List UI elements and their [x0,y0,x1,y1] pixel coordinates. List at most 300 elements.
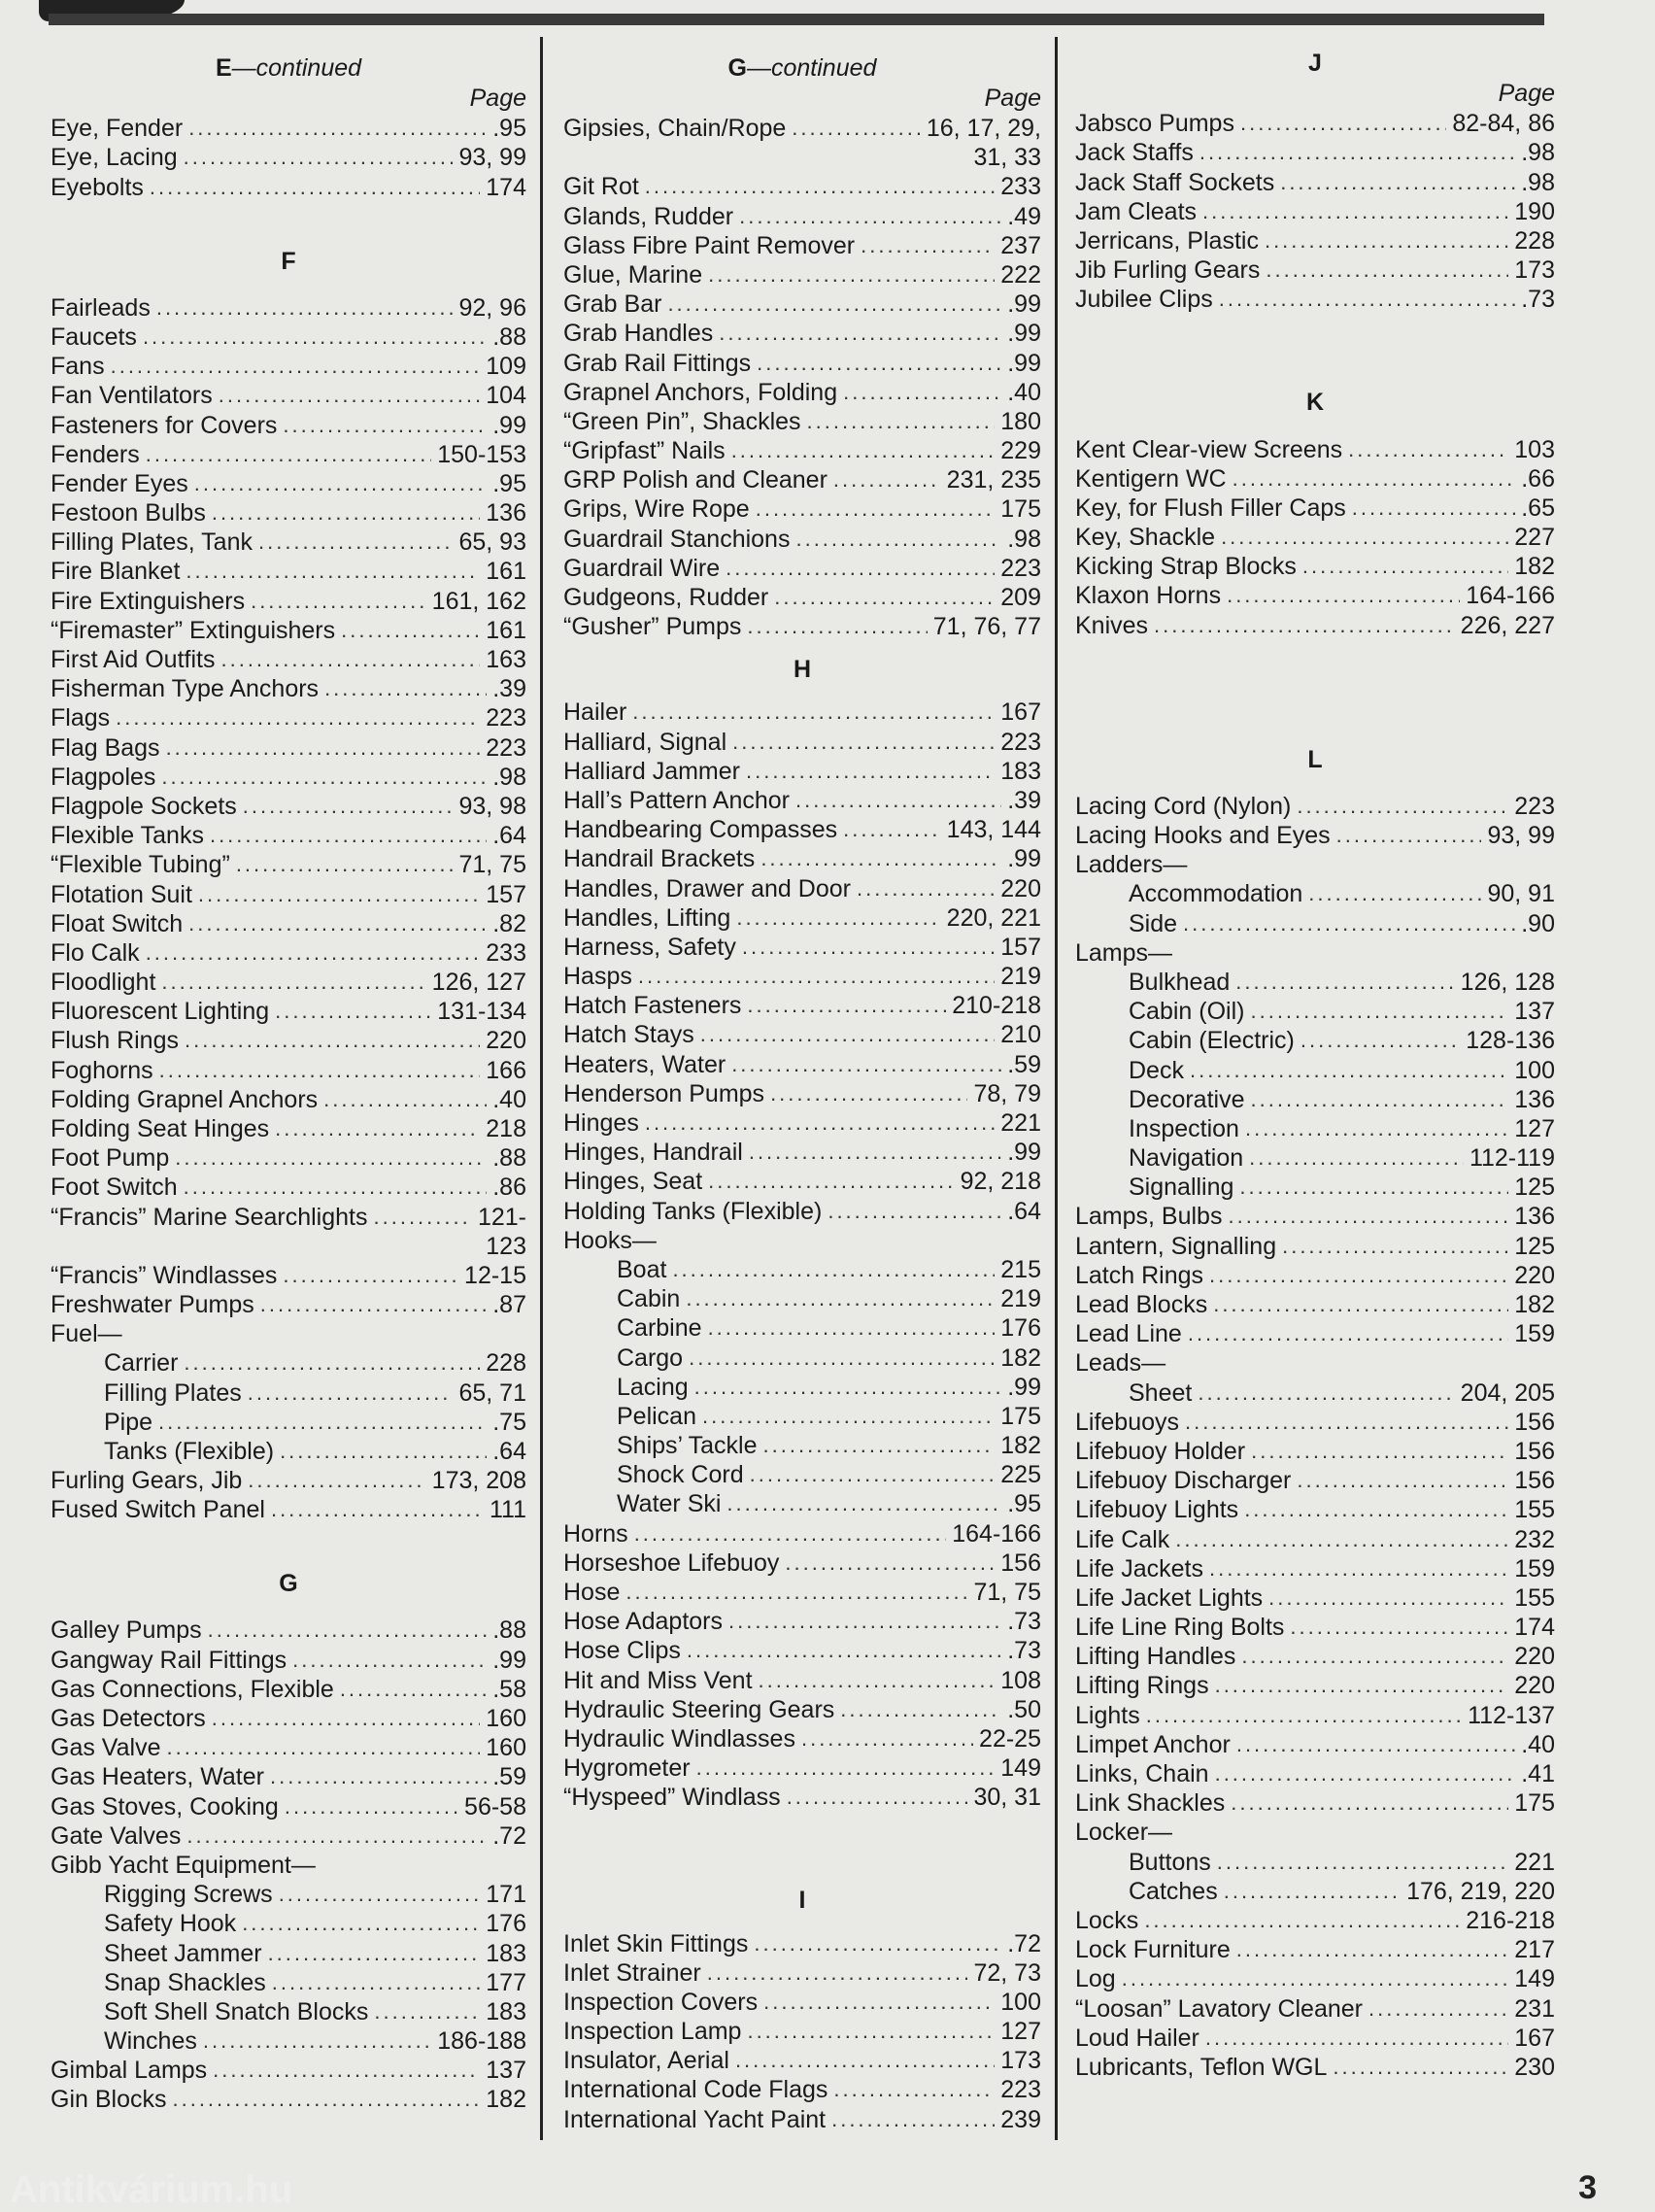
entry-label: Inspection Covers [563,1988,759,2016]
leader-dots [700,1020,996,1049]
entry-label: Cabin (Electric) [1129,1027,1295,1055]
index-entry [563,1460,1041,1489]
index-entry [51,2056,526,2085]
page-column-label: Page [984,85,1041,112]
entry-page: 183 [486,1939,526,1967]
section-heading-f: F [281,247,296,275]
index-entry [51,498,526,527]
entry-label: Winches [104,2027,197,2056]
entry-page: 220 [1514,1261,1555,1289]
index-entry [51,1997,526,2026]
index-entry [563,1079,1041,1108]
entry-label: Furling Gears, Jib [51,1467,243,1495]
entry-page: 150-153 [437,440,526,468]
index-entry [51,732,526,762]
leader-dots [708,260,995,289]
index-entry [1075,1261,1555,1290]
leader-dots [749,1138,1001,1167]
entry-label: Lamps, Bulbs [1075,1203,1223,1231]
entry-label: Flagpoles [51,763,156,791]
index-entry [563,1313,1041,1343]
entry-page: 220, 221 [946,903,1041,932]
index-entry [563,407,1041,436]
entry-page: 164-166 [1466,582,1555,610]
index-entry [563,786,1041,815]
entry-label: Inlet Strainer [563,1958,701,1987]
leader-dots [667,289,1001,319]
index-entry [1075,1173,1555,1202]
leader-dots [184,1348,480,1378]
entry-page: 167 [1514,2024,1555,2052]
leader-dots [645,172,995,201]
entry-label: Shock Cord [617,1461,744,1489]
leader-dots [1236,1935,1508,1964]
entry-label: Rigging Screws [104,1881,273,1909]
leader-dots [271,1495,484,1524]
entry-page: 78, 79 [973,1079,1041,1107]
index-entry [1075,434,1555,463]
entry-label: Ships’ Tackle [617,1432,758,1460]
entry-label: Halliard Jammer [563,757,740,785]
entry-page: 175 [1000,1402,1041,1430]
entry-page: 219 [1000,1285,1041,1313]
entry-label: Holding Tanks (Flexible) [563,1197,823,1225]
entry-page: 190 [1514,197,1555,225]
leader-dots [111,352,481,381]
entry-label: Hydraulic Windlasses [563,1724,795,1753]
index-entry [51,645,526,674]
index-entry [1075,1524,1555,1553]
entry-label: Safety Hook [104,1910,237,1938]
entry-page: 175 [1514,1789,1555,1818]
entry-page: .99 [1007,349,1041,377]
index-entry [51,850,526,879]
entry-page: 109 [486,353,526,381]
entry-label: Galley Pumps [51,1616,202,1645]
entry-page: 16, 17, 29, [926,115,1041,143]
entry-label: Lifebuoy Discharger [1075,1467,1292,1495]
index-entry [51,1968,526,1997]
leader-dots [158,1408,487,1437]
leader-dots [248,1378,454,1408]
page-column-label: Page [469,85,526,112]
entry-page: 174 [1514,1614,1555,1642]
leader-dots [1217,1848,1509,1877]
entry-label: Horseshoe Lifebuoy [563,1548,780,1577]
index-entry [51,1616,526,1645]
leader-dots [213,2056,480,2085]
entry-continuation: 123 [486,1232,526,1260]
leader-dots [645,1108,995,1138]
entry-label: Deck [1129,1056,1184,1084]
leader-dots [634,1519,947,1548]
index-entry [51,114,526,143]
leader-dots [243,792,454,821]
entry-label: Fans [51,353,105,381]
index-entry [563,1255,1041,1284]
index-entry [563,815,1041,844]
index-entry [1075,197,1555,226]
entry-list-f [51,293,526,1232]
entry-page: .86 [492,1174,526,1202]
index-entry [1075,226,1555,255]
entry-label: GRP Polish and Cleaner [563,466,828,494]
entry-page: .98 [1521,139,1555,167]
entry-label: Glass Fibre Paint Remover [563,231,856,259]
entry-label: Flags [51,704,111,732]
index-entry [51,1821,526,1851]
index-entry [563,2046,1041,2075]
leader-dots [736,903,940,933]
leader-dots [1249,1143,1464,1173]
entry-label: Hygrometer [563,1754,691,1783]
leader-dots [270,1762,487,1791]
leader-dots [719,319,1001,348]
index-entry [51,1408,526,1437]
entry-page: 22-25 [979,1724,1041,1753]
leader-dots [324,674,487,703]
index-entry [51,1055,526,1084]
entry-page: 223 [1514,792,1555,820]
entry-label: Decorative [1129,1085,1245,1113]
entry-page: 210 [1000,1021,1041,1049]
entry-label: Glands, Rudder [563,202,734,230]
entry-label: Pipe [104,1408,153,1436]
entry-page: 126, 127 [431,969,526,997]
leader-dots [340,1675,487,1704]
entry-label: Festoon Bulbs [51,499,206,527]
entry-label: Lacing Hooks and Eyes [1075,822,1331,849]
entry-page: 137 [1514,998,1555,1026]
leader-dots [1266,255,1508,285]
entry-label: Lantern, Signalling [1075,1232,1277,1260]
entry-label: Flag Bags [51,733,160,762]
page-number: 3 [1578,2169,1597,2206]
leader-dots [1236,1730,1515,1759]
leader-dots [258,527,454,557]
entry-page: 210-218 [952,992,1041,1020]
entry-page: 182 [1514,553,1555,581]
entry-page: 225 [1000,1461,1041,1489]
index-entry [1075,138,1555,167]
entry-label: Fasteners for Covers [51,411,278,439]
index-entry [1075,1671,1555,1700]
leader-dots [1198,1378,1454,1408]
index-entry [51,557,526,586]
entry-label: Hinges, Handrail [563,1139,743,1167]
index-entry [1075,1554,1555,1583]
entry-label: Buttons [1129,1848,1211,1876]
entry-page: 232 [1514,1525,1555,1553]
leader-dots [146,440,432,469]
entry-label: Lead Line [1075,1320,1182,1348]
leader-dots [728,1607,1001,1636]
leader-dots [1251,1437,1508,1466]
entry-label: Cabin [617,1285,681,1313]
index-entry [1075,908,1555,937]
index-entry [1075,968,1555,997]
index-entry [51,1290,526,1319]
leader-dots [687,1636,1001,1665]
entry-page: 176, 219, 220 [1406,1877,1555,1905]
index-entry [1075,1290,1555,1319]
entry-label: Freshwater Pumps [51,1290,254,1318]
leader-dots [1268,1583,1508,1613]
index-entry [563,698,1041,727]
entry-page: .41 [1521,1760,1555,1787]
leader-dots [638,962,995,991]
entry-label: Lights [1075,1701,1140,1729]
entry-label: Fenders [51,440,140,468]
leader-dots [184,1173,488,1202]
leader-dots [861,231,995,260]
leader-dots [374,1997,480,2026]
entry-label: Halliard, Signal [563,728,727,756]
entry-page: 112-137 [1468,1701,1555,1729]
entry-label: Gas Detectors [51,1705,206,1732]
leader-dots [787,1783,968,1812]
entry-label: Side [1129,909,1178,937]
entry-page: 90, 91 [1487,880,1555,908]
entry-label: Filling Plates [104,1378,242,1407]
leader-dots [1348,435,1508,464]
leader-dots [285,1792,458,1821]
entry-page: 103 [1514,435,1555,463]
entry-page: 104 [486,382,526,410]
leader-dots [219,381,481,410]
index-entry [1075,167,1555,196]
entry-page: 65, 71 [458,1378,526,1407]
entry-list-e [51,114,526,202]
entry-page: 111 [489,1496,526,1524]
entry-label: Foot Switch [51,1174,178,1202]
entry-page: 108 [1000,1666,1041,1694]
index-entry [1075,552,1555,581]
entry-page: 173 [1000,2047,1041,2075]
index-entry [51,1261,526,1290]
leader-dots [198,880,480,909]
leader-dots [1199,138,1515,167]
entry-label: Gimbal Lamps [51,2057,208,2085]
leader-dots [236,850,454,879]
section-heading-j: J [1308,50,1322,77]
entry-page: 220 [1514,1643,1555,1671]
entry-page: .64 [1007,1197,1041,1225]
entry-page: 218 [486,1115,526,1142]
entry-page: 223 [1000,728,1041,756]
entry-label: Key, for Flush Filler Caps [1075,493,1346,522]
leader-dots [251,587,426,616]
index-entry [563,962,1041,991]
leader-dots [843,815,941,844]
entry-page: .40 [1007,378,1041,406]
index-entry [563,903,1041,933]
entry-label: Locker— [1075,1819,1173,1847]
entry-page: 237 [1000,231,1041,259]
entry-page: .82 [492,909,526,937]
entry-page: 65, 93 [458,528,526,557]
entry-label: Glue, Marine [563,260,703,289]
leader-dots [156,293,454,323]
leader-dots [707,1958,968,1988]
entry-page: .88 [492,1144,526,1173]
leader-dots [146,938,481,968]
leader-dots [770,1079,967,1108]
leader-dots [208,1616,488,1645]
entry-page: 82-84, 86 [1452,110,1555,138]
entry-page: .50 [1007,1695,1041,1723]
leader-dots [374,1203,472,1232]
entry-list-i [563,1928,1041,2133]
leader-dots [275,1114,480,1143]
entry-page: .99 [492,411,526,439]
leader-dots [184,143,454,172]
entry-page: 231 [1514,1994,1555,2023]
entry-page: .73 [1521,286,1555,314]
index-entry [51,1762,526,1791]
entry-label: Inspection [1129,1114,1239,1142]
entry-page: 227 [1514,524,1555,552]
index-entry [51,1378,526,1407]
index-entry [563,1108,1041,1138]
entry-page: .99 [492,1646,526,1674]
entry-page: 155 [1514,1496,1555,1524]
entry-page: 223 [486,704,526,732]
index-column-2 [563,53,1041,2134]
leader-dots [760,844,1001,873]
index-entry [1075,523,1555,552]
index-entry [563,1196,1041,1225]
entry-label: Boat [617,1255,667,1283]
entry-list-f-2 [51,1261,526,1525]
leader-dots [280,1437,487,1466]
entry-page: 163 [486,646,526,673]
leader-dots [708,1313,996,1343]
leader-dots [248,1466,425,1495]
index-entry [51,938,526,968]
leader-dots [159,1056,481,1085]
leader-dots [161,763,487,792]
entry-label: Gate Valves [51,1821,182,1850]
index-entry [51,352,526,381]
leader-dots [275,997,431,1026]
leader-dots [1265,226,1508,255]
index-entry [563,494,1041,524]
entry-label: Gangway Rail Fittings [51,1646,287,1674]
leader-dots [840,1695,1001,1724]
leader-dots [220,645,480,674]
entry-label: Jib Furling Gears [1075,256,1261,285]
index-entry [51,2026,526,2056]
entry-label: Cabin (Oil) [1129,998,1245,1026]
index-entry [51,1645,526,1674]
entry-label: “Loosan” Lavatory Cleaner [1075,1994,1363,2023]
entry-page: 155 [1514,1583,1555,1612]
leader-dots [742,933,995,962]
index-entry [1075,850,1555,879]
entry-page: .90 [1521,909,1555,937]
index-entry [51,1733,526,1762]
entry-page: 161, 162 [431,587,526,615]
entry-page: .99 [1007,845,1041,873]
entry-label: Horns [563,1519,628,1548]
index-entry [51,1851,526,1880]
leader-dots [150,173,480,202]
entry-label: Sheet [1129,1378,1193,1407]
entry-page: 136 [486,499,526,527]
entry-page: 156 [1000,1548,1041,1577]
entry-page: 128-136 [1466,1027,1555,1055]
entry-label: Gas Valve [51,1734,161,1762]
entry-list-h [563,698,1041,1812]
leader-dots [739,202,1001,231]
index-entry [51,1348,526,1378]
entry-page: 156 [1514,1437,1555,1465]
entry-label: Klaxon Horns [1075,582,1222,610]
entry-label: Eye, Fender [51,115,184,143]
entry-page: 161 [486,616,526,644]
index-entry [563,378,1041,407]
entry-label: Hose Adaptors [563,1608,723,1636]
entry-page: 143, 144 [946,816,1041,844]
entry-page: .99 [1007,320,1041,348]
index-entry [1075,1788,1555,1818]
index-entry [51,1791,526,1821]
index-entry [1075,1583,1555,1613]
leader-dots [1302,552,1508,581]
index-column-1 [51,53,526,2114]
entry-list-j [1075,109,1555,314]
entry-page: 215 [1000,1255,1041,1283]
leader-dots [763,1431,996,1460]
entry-page: 159 [1514,1320,1555,1348]
entry-page: 92, 218 [960,1168,1041,1196]
entry-page: 93, 99 [1487,822,1555,849]
entry-list-g [51,1616,526,2114]
index-entry [563,554,1041,583]
entry-page: 100 [1000,1988,1041,2016]
entry-page: .49 [1007,202,1041,230]
leader-dots [1227,581,1460,610]
entry-page: .98 [492,763,526,791]
index-entry [563,844,1041,873]
index-entry [1075,1231,1555,1260]
entry-page: .75 [492,1408,526,1436]
leader-dots [1228,1202,1508,1231]
leader-dots [1122,1964,1509,1993]
index-entry [563,1518,1041,1548]
entry-page: .87 [492,1290,526,1318]
section-heading-e: E—continued [215,54,362,82]
entry-label: Kentigern WC [1075,464,1227,493]
index-entry [563,2075,1041,2104]
entry-page: .95 [1007,1490,1041,1518]
index-entry [51,172,526,201]
entry-page: 159 [1514,1554,1555,1582]
entry-page: .88 [492,323,526,351]
section-heading-h: H [793,656,812,684]
entry-label: Gipsies, Chain/Rope [563,115,787,143]
index-entry [1075,879,1555,908]
entry-label: Floodlight [51,969,156,997]
index-entry [1075,1495,1555,1524]
entry-page: 160 [486,1734,526,1762]
entry-label: Key, Shackle [1075,524,1216,552]
entry-page: 209 [1000,584,1041,611]
entry-label: Catches [1129,1877,1218,1905]
leader-dots [279,1880,481,1909]
leader-dots [1241,1642,1508,1671]
